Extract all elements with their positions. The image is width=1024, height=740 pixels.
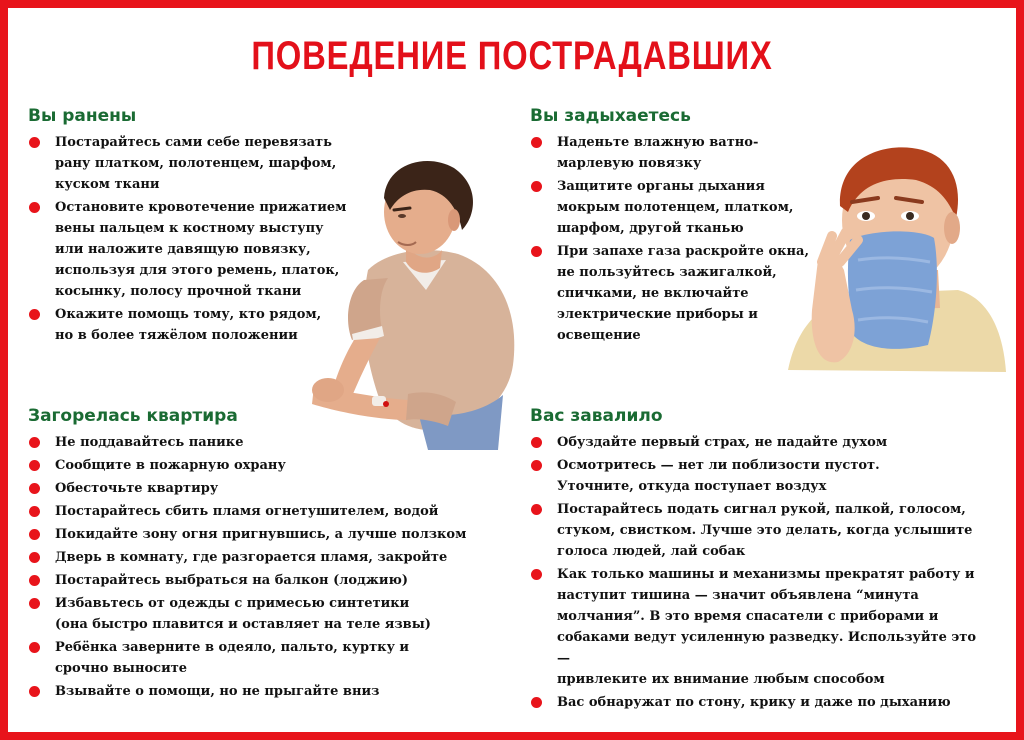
section-trapped (530, 406, 990, 715)
list-item: Постарайтесь сами себе перевязать рану платком, полотенцем, шарфом, куском ткани (28, 132, 368, 195)
section-heading-fire: Загорелась квартира (28, 406, 238, 426)
list-item: При запахе газа раскройте окна, не пользуйтесь зажигалкой, спичками, не включайте электрические приборы и освещение (530, 241, 820, 346)
bullet-icon (531, 181, 542, 192)
list-trapped (530, 432, 990, 713)
bullet-icon (29, 552, 40, 563)
bullet-icon (29, 506, 40, 517)
list-suffocate (530, 132, 820, 346)
list-item: Избавьтесь от одежды с примесью синтетики (она быстро плавится и оставляет на теле язвы) (28, 593, 488, 635)
list-item: Сообщите в пожарную охрану (28, 455, 488, 476)
section-fire (28, 406, 488, 704)
list-item: Покидайте зону огня пригнувшись, а лучше ползком (28, 524, 488, 545)
list-item: Постарайтесь выбраться на балкон (лоджию) (28, 570, 488, 591)
bullet-icon (531, 460, 542, 471)
list-item: Защитите органы дыхания мокрым полотенцем, платком, шарфом, другой тканью (530, 176, 820, 239)
section-heading-wounded: Вы ранены (28, 106, 137, 126)
list-item: Наденьте влажную ватно- марлевую повязку (530, 132, 820, 174)
bullet-icon (29, 598, 40, 609)
bullet-icon (29, 137, 40, 148)
bullet-icon (531, 246, 542, 257)
bullet-icon (531, 504, 542, 515)
bullet-icon (29, 202, 40, 213)
bullet-icon (29, 686, 40, 697)
list-item: Взывайте о помощи, но не прыгайте вниз (28, 681, 488, 702)
wounded-man-illustration (308, 150, 523, 450)
bullet-icon (29, 642, 40, 653)
list-item: Ребёнка заверните в одеяло, пальто, куртку и срочно выносите (28, 637, 488, 679)
bullet-icon (29, 437, 40, 448)
list-item: Окажите помощь тому, кто рядом, но в более тяжёлом положении (28, 304, 368, 346)
bullet-icon (29, 575, 40, 586)
bullet-icon (29, 483, 40, 494)
list-item: Остановите кровотечение прижатием вены пальцем к костному выступу или наложите давящую повязку, используя для этого ремень, платок, косынку, полосу прочной ткани (28, 197, 368, 302)
man-with-cloth-illustration (788, 140, 1008, 380)
list-fire (28, 432, 488, 702)
section-suffocate (530, 106, 820, 348)
bullet-icon (29, 309, 40, 320)
bullet-icon (531, 697, 542, 708)
list-item: Как только машины и механизмы прекратят работу и наступит тишина — значит объявлена “минута молчания”. В это время спасатели с приборами и собаками ведут усиленную разведку. Используйте это — привлеките их внимание любым способом (530, 564, 990, 690)
section-heading-trapped: Вас завалило (530, 406, 663, 426)
list-item: Постарайтесь подать сигнал рукой, палкой, голосом, стуком, свистком. Лучше это делать, когда услышите голоса людей, лай собак (530, 499, 990, 562)
list-item: Дверь в комнату, где разгорается пламя, закройте (28, 547, 488, 568)
section-heading-suffocate: Вы задыхаетесь (530, 106, 691, 126)
bullet-icon (29, 460, 40, 471)
list-item: Осмотритесь — нет ли поблизости пустот. Уточните, откуда поступает воздух (530, 455, 990, 497)
list-item: Вас обнаружат по стону, крику и даже по дыханию (530, 692, 990, 713)
bullet-icon (531, 569, 542, 580)
page-title: ПОВЕДЕНИЕ ПОСТРАДАВШИХ (251, 34, 773, 78)
list-item: Обуздайте первый страх, не падайте духом (530, 432, 990, 453)
bullet-icon (29, 529, 40, 540)
list-item: Обесточьте квартиру (28, 478, 488, 499)
bullet-icon (531, 137, 542, 148)
list-item: Постарайтесь сбить пламя огнетушителем, водой (28, 501, 488, 522)
bullet-icon (531, 437, 542, 448)
list-item: Не поддавайтесь панике (28, 432, 488, 453)
